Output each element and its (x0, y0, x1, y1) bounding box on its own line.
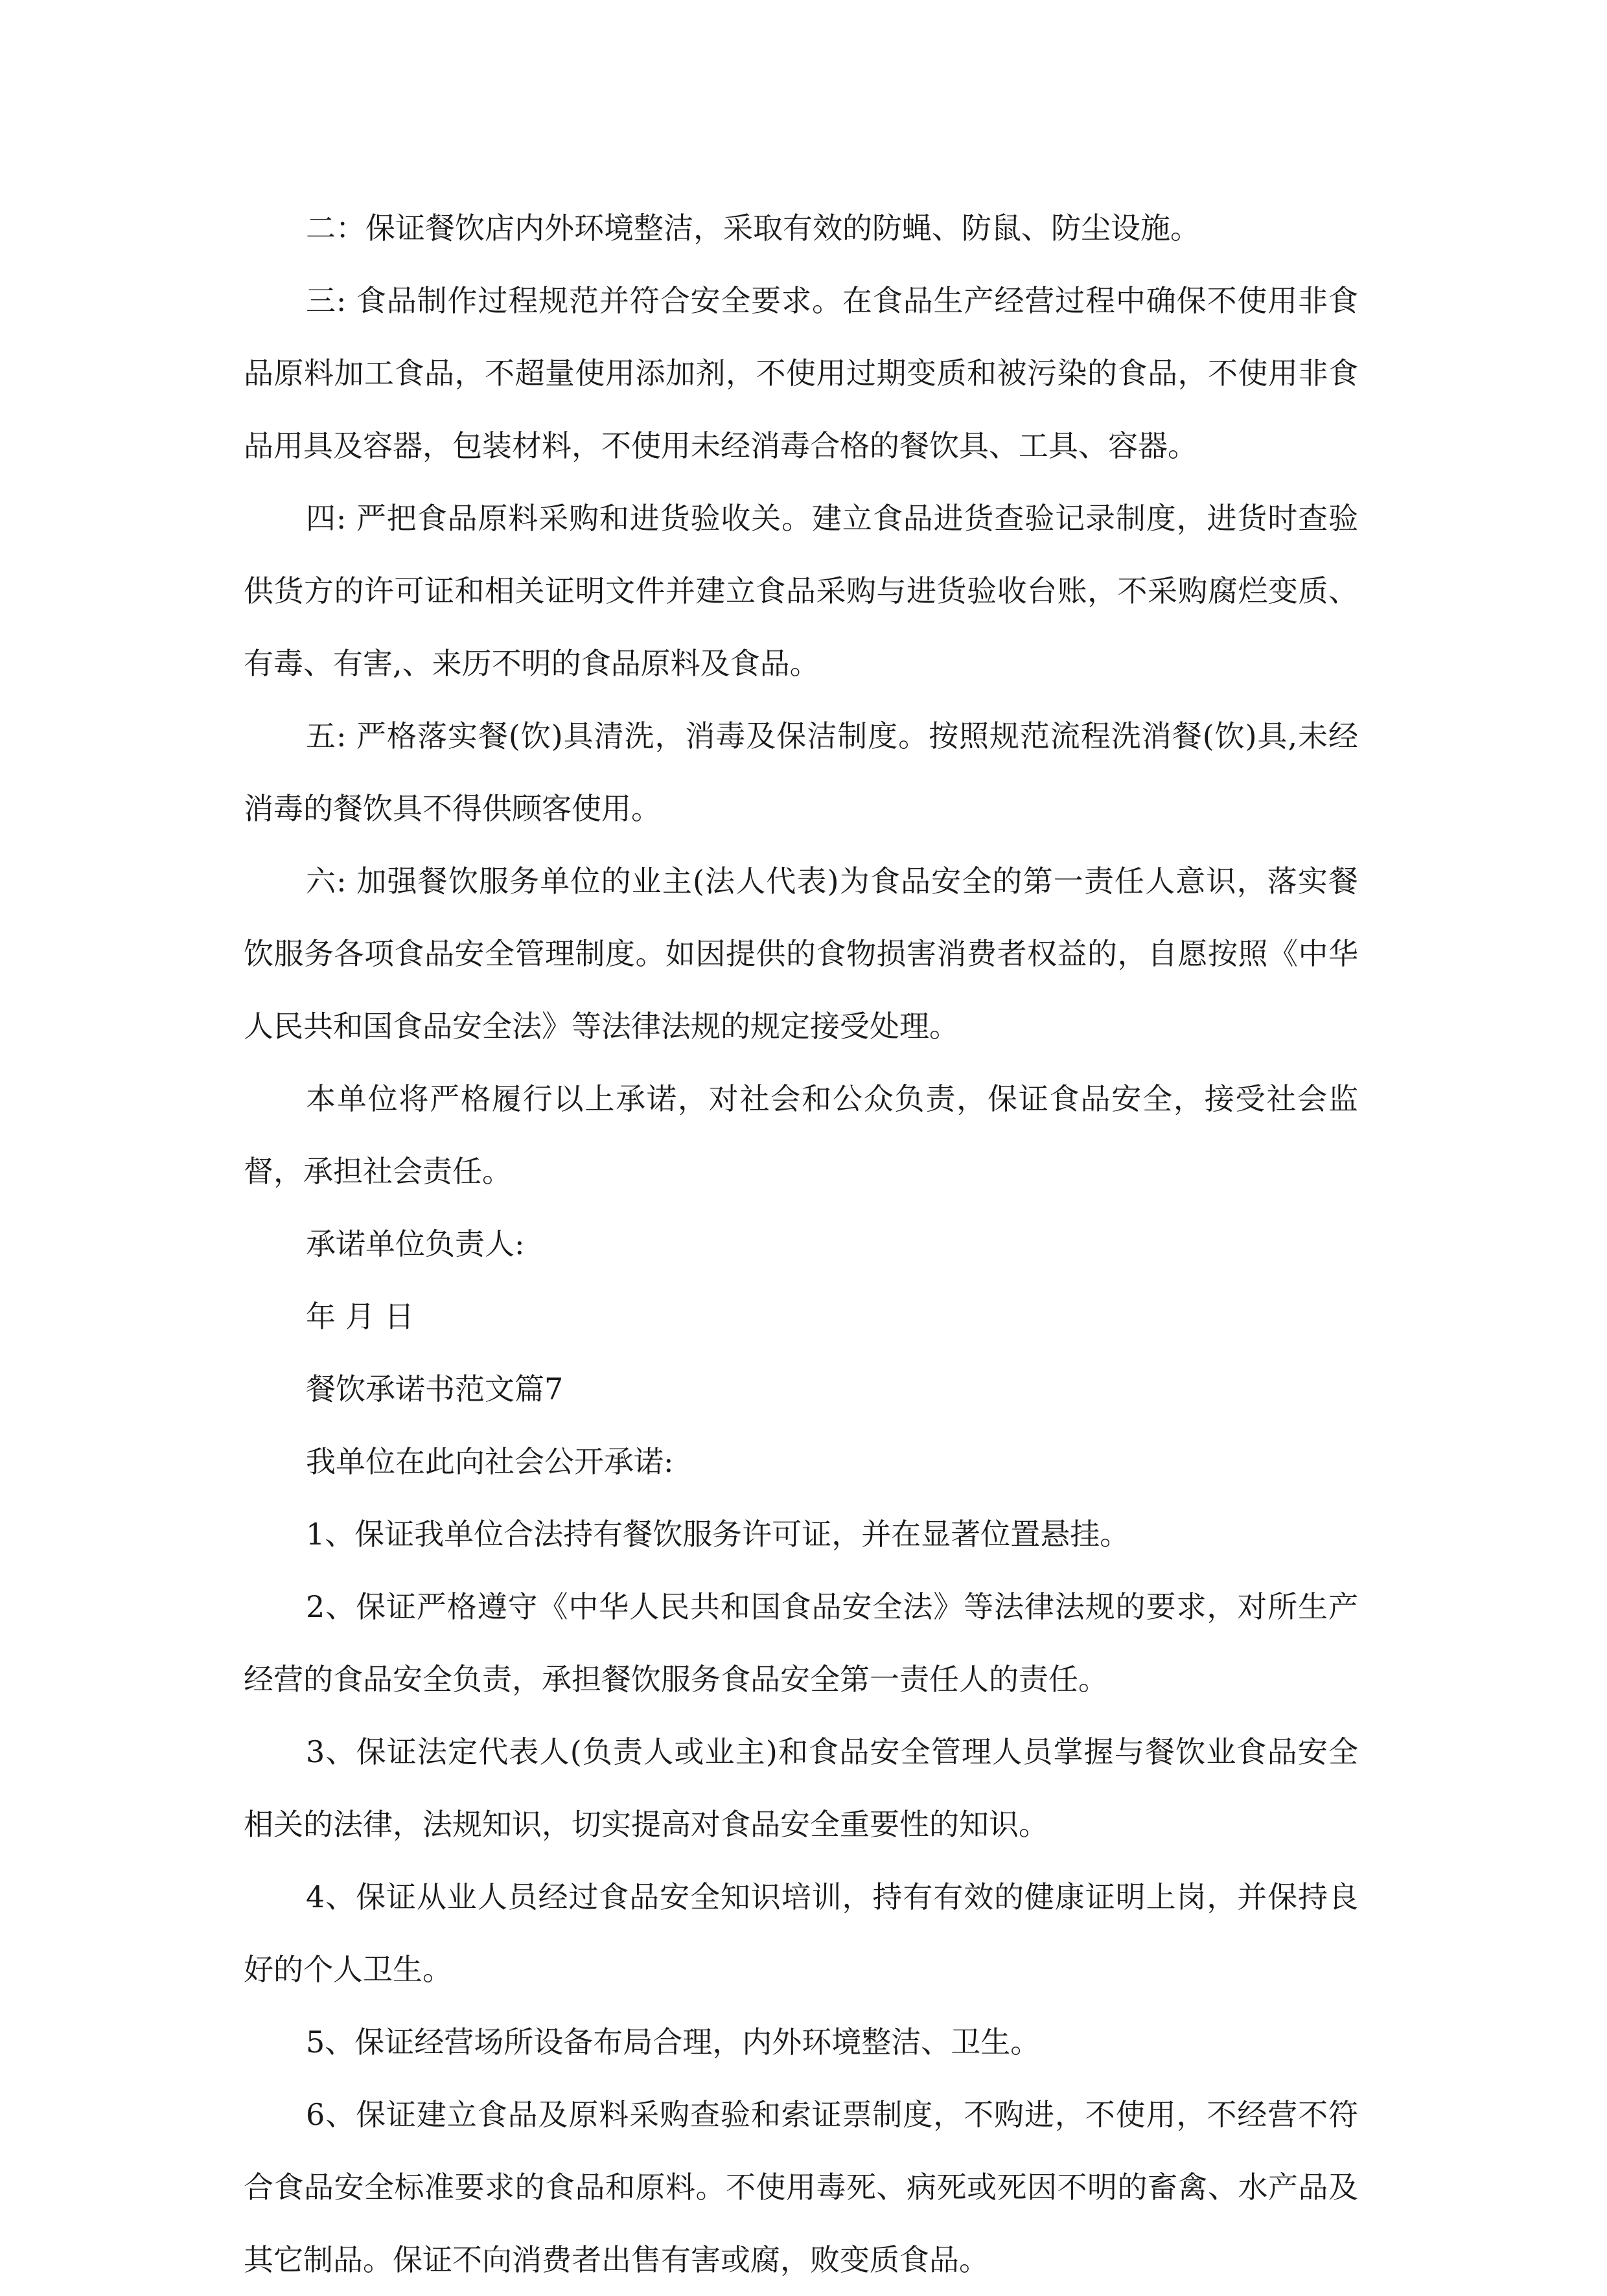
paragraph-item-4: 四: 严把食品原料采购和进货验收关。建立食品进货查验记录制度，进货时查验供货方的许可证和相关证明文件并建立食品采购与进货验收台账，不采购腐烂变质、有毒、有害,、来历不明的食品原料及食品。 (244, 501, 1358, 681)
pledge-item-6: 6、保证建立食品及原料采购查验和索证票制度，不购进，不使用，不经营不符合食品安全标准要求的食品和原料。不使用毒死、病死或死因不明的畜禽、水产品及其它制品。保证不向消费者出售有害或腐，败变质食品。 (244, 2097, 1358, 2277)
signatory-label: 承诺单位负责人: (306, 1226, 525, 1261)
paragraph-item-5: 五: 严格落实餐(饮)具清洗，消毒及保洁制度。按照规范流程洗消餐(饮)具,未经消毒的餐饮具不得供顾客使用。 (244, 718, 1358, 826)
pledge-item-5: 5、保证经营场所设备布局合理，内外环境整洁、卫生。 (306, 2025, 1041, 2060)
document-body (244, 192, 1358, 2296)
intro-statement: 我单位在此向社会公开承诺: (306, 1444, 674, 1479)
paragraph-item-2: 二：保证餐饮店内外环境整洁，采取有效的防蝇、防鼠、防尘设施。 (306, 211, 1200, 246)
section-title: 餐饮承诺书范文篇7 (306, 1372, 564, 1406)
pledge-item-1: 1、保证我单位合法持有餐饮服务许可证，并在显著位置悬挂。 (306, 1517, 1130, 1552)
paragraph-item-6: 六: 加强餐饮服务单位的业主(法人代表)为食品安全的第一责任人意识，落实餐饮服务各项食品安全管理制度。如因提供的食物损害消费者权益的，自愿按照《中华人民共和国食品安全法》等法律法规的规定接受处理。 (244, 864, 1358, 1044)
closing-statement: 本单位将严格履行以上承诺，对社会和公众负责，保证食品安全，接受社会监督，承担社会责任。 (244, 1081, 1358, 1189)
pledge-item-4: 4、保证从业人员经过食品安全知识培训，持有有效的健康证明上岗，并保持良好的个人卫生。 (244, 1879, 1358, 1987)
date-line: 年 月 日 (306, 1299, 415, 1334)
pledge-item-2: 2、保证严格遵守《中华人民共和国食品安全法》等法律法规的要求，对所生产经营的食品安全负责，承担餐饮服务食品安全第一责任人的责任。 (244, 1589, 1358, 1697)
paragraph-item-3: 三: 食品制作过程规范并符合安全要求。在食品生产经营过程中确保不使用非食品原料加工食品，不超量使用添加剂，不使用过期变质和被污染的食品，不使用非食品用具及容器，包装材料，不使用未经消毒合格的餐饮具、工具、容器。 (244, 283, 1358, 463)
pledge-item-3: 3、保证法定代表人(负责人或业主)和食品安全管理人员掌握与餐饮业食品安全相关的法律，法规知识，切实提高对食品安全重要性的知识。 (244, 1734, 1358, 1842)
